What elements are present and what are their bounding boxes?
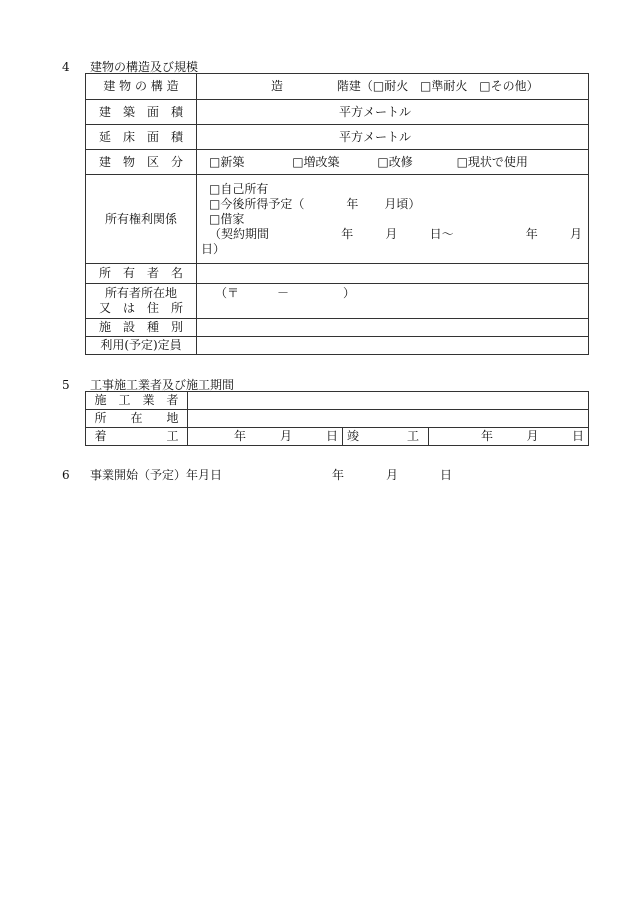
- label-building-area: 建 築 面 積: [86, 100, 197, 125]
- section-number: 6: [62, 468, 70, 482]
- label-owner-name: 所 有 者 名: [86, 264, 197, 284]
- contract-line: [201, 227, 584, 242]
- contract-day: 日～: [429, 226, 454, 241]
- checkbox-own[interactable]: [209, 182, 220, 196]
- value-building-area[interactable]: [197, 100, 589, 125]
- start-business-month: 月: [386, 468, 399, 482]
- opt-current-use: 現状で使用: [467, 154, 528, 169]
- own-label: 自己所有: [220, 181, 269, 196]
- value-facility-type[interactable]: [197, 319, 589, 337]
- opt-renovation: 改修: [388, 154, 413, 169]
- future-label: 今後所得予定（: [220, 196, 305, 211]
- end-month: 月: [526, 429, 539, 443]
- value-contractor[interactable]: [188, 392, 589, 410]
- value-contractor-location[interactable]: [188, 410, 589, 428]
- start-day: 日: [325, 429, 338, 443]
- checkbox-current-use[interactable]: [457, 155, 468, 169]
- section-6-heading: [62, 466, 452, 483]
- label-ownership: 所有権利関係: [86, 175, 197, 264]
- address-label-line2: 又 は 住 所: [98, 301, 183, 315]
- unit-floor-area: 平方メートル: [339, 129, 412, 144]
- label-owner-address: [86, 284, 197, 319]
- contract-month: 月: [385, 226, 398, 241]
- label-start: 着 工: [86, 428, 188, 446]
- start-year: 年: [234, 429, 247, 443]
- checkbox-new[interactable]: [209, 155, 220, 169]
- opt-new: 新築: [220, 154, 245, 169]
- opt-extension: 増改築: [303, 154, 340, 169]
- contract-day2: 日）: [201, 241, 226, 256]
- row-contractor: [86, 392, 589, 410]
- row-owner-name: [86, 264, 589, 284]
- contract-year: 年: [341, 226, 354, 241]
- own-line: [201, 182, 584, 197]
- contractor-table: [85, 391, 589, 446]
- row-facility-type: [86, 319, 589, 337]
- future-line: [201, 197, 584, 212]
- label-end: 竣 工: [343, 428, 429, 446]
- checkbox-renovation[interactable]: [377, 155, 388, 169]
- value-structure[interactable]: [197, 74, 589, 100]
- rent-line: [201, 212, 584, 227]
- postal-close: ）: [343, 286, 356, 300]
- checkbox-other[interactable]: [479, 79, 490, 93]
- other-label: その他）: [490, 79, 539, 93]
- start-business-year: 年: [332, 468, 345, 482]
- checkbox-semi-fireproof[interactable]: [420, 79, 431, 93]
- start-month: 月: [279, 429, 292, 443]
- unit-building-area: 平方メートル: [339, 104, 412, 119]
- label-structure: 建 物 の 構 造: [86, 74, 197, 100]
- end-year: 年: [481, 429, 494, 443]
- row-floor-area: [86, 125, 589, 150]
- checkbox-rent[interactable]: [209, 212, 220, 226]
- value-ownership: [197, 175, 589, 264]
- start-business-day: 日: [440, 468, 453, 482]
- fireproof-label: 耐火: [384, 79, 409, 93]
- section-title: 工事施工業者及び施工期間: [90, 378, 235, 392]
- row-owner-address: [86, 284, 589, 319]
- zou-text: 造: [271, 79, 284, 93]
- value-floor-area[interactable]: [197, 125, 589, 150]
- row-building-area: [86, 100, 589, 125]
- label-building-category: 建 物 区 分: [86, 150, 197, 175]
- label-facility-type: 施 設 種 別: [86, 319, 197, 337]
- value-building-category: [197, 150, 589, 175]
- label-contractor-location: 所 在 地: [86, 410, 188, 428]
- value-end-date[interactable]: [429, 428, 589, 446]
- contract-month2: 月: [569, 226, 582, 241]
- semi-fireproof-label: 準耐火: [431, 79, 468, 93]
- kaidate-text: 階建（: [336, 79, 373, 93]
- postal-open: （〒: [215, 286, 240, 300]
- rent-label: 借家: [220, 211, 245, 226]
- checkbox-fireproof[interactable]: [373, 79, 384, 93]
- label-capacity: 利用(予定)定員: [86, 337, 197, 355]
- row-contractor-location: [86, 410, 589, 428]
- address-label-line1: 所有者所在地: [104, 286, 177, 300]
- section-number: 4: [62, 60, 70, 74]
- postal-dash: －: [277, 286, 290, 300]
- value-owner-name[interactable]: [197, 264, 589, 284]
- section-title: 建物の構造及び規模: [90, 60, 199, 74]
- section-title: 事業開始（予定）年月日: [90, 468, 223, 482]
- end-day: 日: [571, 429, 584, 443]
- row-construction-period: [86, 428, 589, 446]
- section-number: 5: [62, 378, 70, 392]
- contract-label: （契約期間: [209, 226, 270, 241]
- row-ownership: [86, 175, 589, 264]
- contract-year2: 年: [525, 226, 538, 241]
- future-year: 年: [346, 196, 359, 211]
- value-owner-address[interactable]: [197, 284, 589, 319]
- row-capacity: [86, 337, 589, 355]
- value-start-date[interactable]: [188, 428, 343, 446]
- checkbox-extension[interactable]: [292, 155, 303, 169]
- label-floor-area: 延 床 面 積: [86, 125, 197, 150]
- future-month: 月頃）: [384, 196, 421, 211]
- building-structure-table: [85, 73, 589, 355]
- label-contractor: 施 工 業 者: [86, 392, 188, 410]
- row-structure: [86, 74, 589, 100]
- checkbox-future[interactable]: [209, 197, 220, 211]
- row-building-category: [86, 150, 589, 175]
- value-capacity[interactable]: [197, 337, 589, 355]
